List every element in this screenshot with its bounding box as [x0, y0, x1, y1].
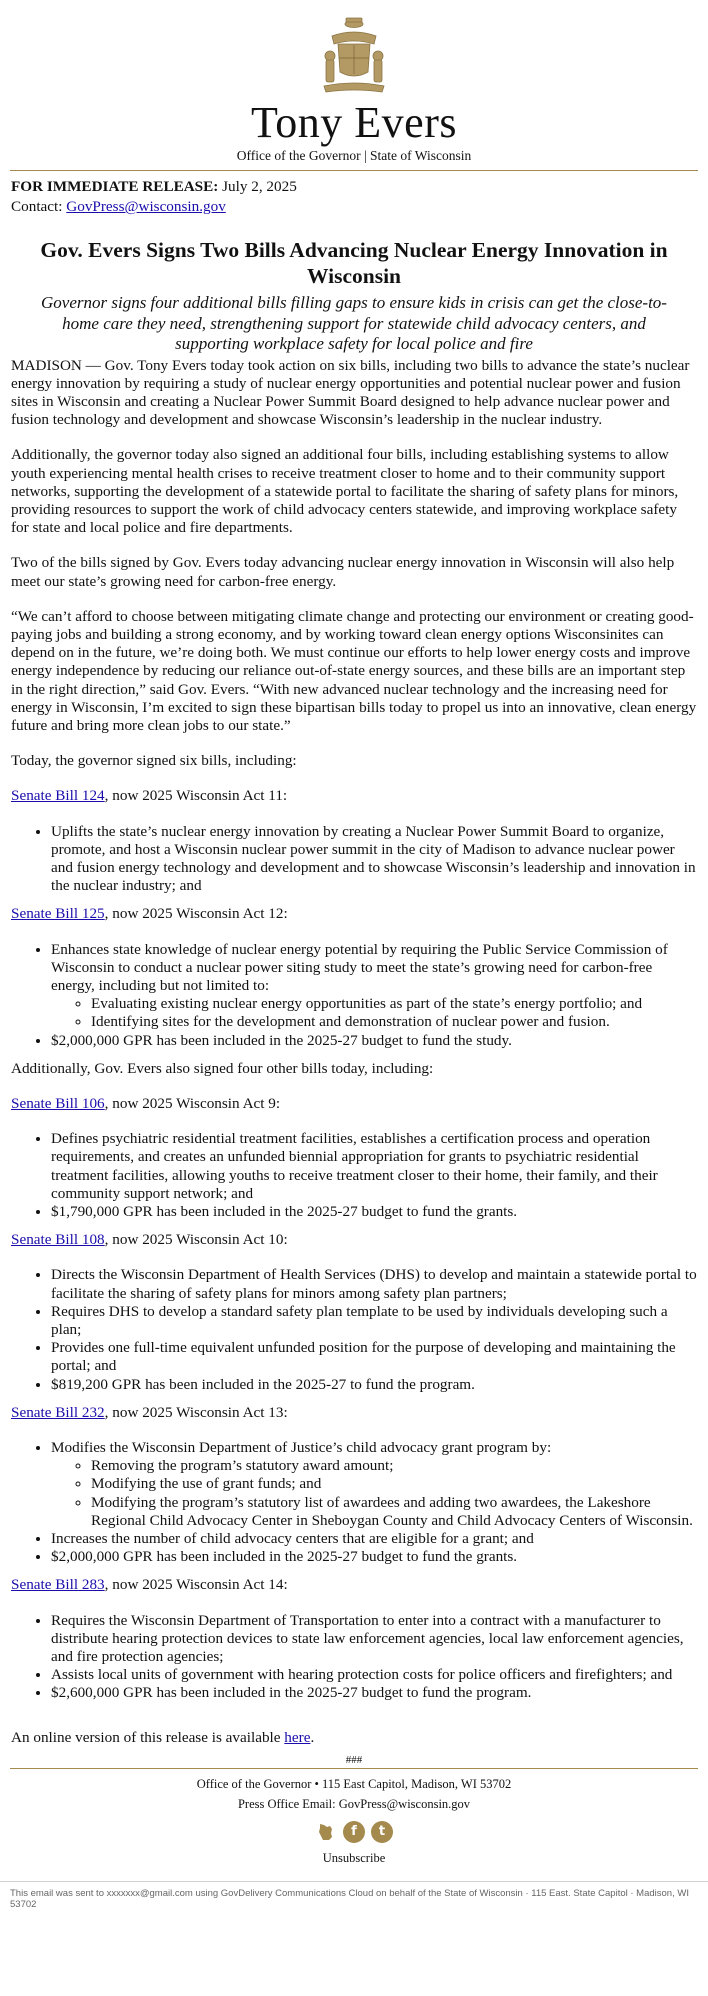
- bill-act-label: , now 2025 Wisconsin Act 9:: [104, 1095, 281, 1112]
- fine-print: This email was sent to xxxxxxx@gmail.com using GovDelivery Communications Cloud on behalf of the State of Wisconsin · 115 East. State Capitol · Madison, WI 53702: [10, 1887, 689, 1910]
- masthead: [0, 0, 708, 171]
- bill-heading-sb108: [11, 1231, 697, 1249]
- contact-line: [11, 197, 697, 217]
- list-item: [51, 1439, 697, 1530]
- list-item: • Assists local units of government with hearing protection costs for police officers and firefighters; and: [51, 1666, 697, 1684]
- paragraph-six-bills: Today, the governor signed six bills, including:: [11, 752, 297, 770]
- release-label: FOR IMMEDIATE RELEASE:: [11, 178, 219, 195]
- bill-list-sb106: [11, 1130, 697, 1221]
- release-body: [0, 177, 708, 1747]
- paragraph-additional-bills: Additionally, the governor today also signed an additional four bills, including establishing systems to allow youth experiencing mental health crises to receive treatment closer to home and to their community support networks, supporting the development of a statewide portal to facilitate the sharing of safety plans for minors, providing resources to support the work of child advocacy centers statewide, and improving workplace safety for state and local police and fire departments.: [11, 446, 679, 537]
- list-item: • $2,000,000 GPR has been included in the 2025-27 budget to fund the study.: [51, 1032, 697, 1050]
- bill-act-label: , now 2025 Wisconsin Act 11:: [104, 787, 288, 805]
- online-version-line: [11, 1729, 697, 1747]
- list-item: • Directs the Wisconsin Department of Health Services (DHS) to develop and maintain a statewide portal to facilitate the sharing of safety plans for minors among safety plan partners;: [51, 1266, 697, 1302]
- list-item: • $819,200 GPR has been included in the 2025-27 to fund the program.: [51, 1376, 697, 1394]
- bill-list-sb232: [11, 1439, 697, 1566]
- list-item: • Uplifts the state’s nuclear energy innovation by creating a Nuclear Power Summit Board to organize, promote, and host a Wisconsin nuclear power summit in the city of Madison to advance nuclear power and fusion energy technology and development and to showcase Wisconsin’s leadership and innovation in the nuclear industry; and: [51, 823, 697, 896]
- senate-bill-124-link[interactable]: Senate Bill 124: [11, 787, 105, 805]
- senate-bill-108-link[interactable]: Senate Bill 108: [11, 1231, 105, 1249]
- sub-list-item: ◦ Modifying the use of grant funds; and: [91, 1475, 697, 1493]
- senate-bill-283-link[interactable]: Senate Bill 283: [11, 1576, 105, 1594]
- list-item: • Requires the Wisconsin Department of Transportation to enter into a contract with a manufacturer to distribute hearing protection devices to state law enforcement agencies, local law enforcement agencies, and fire protection agencies;: [51, 1612, 697, 1667]
- contact-email-link[interactable]: GovPress@wisconsin.gov: [66, 198, 226, 215]
- bill-heading-sb232: [11, 1404, 697, 1422]
- twitter-icon[interactable]: t: [371, 1821, 393, 1843]
- contact-label: Contact:: [11, 198, 63, 215]
- wisconsin-map-icon[interactable]: [315, 1821, 337, 1843]
- sub-list-item: ◦ Identifying sites for the development and demonstration of nuclear power and fusion.: [91, 1013, 697, 1031]
- social-icons: [0, 1821, 708, 1843]
- footer-divider: [10, 1768, 698, 1769]
- footer: [0, 1775, 708, 1867]
- bill-heading-sb106: [11, 1095, 697, 1113]
- list-item: [51, 941, 697, 1032]
- list-item: • Requires DHS to develop a standard safety plan template to be used by individuals developing such a plan;: [51, 1303, 697, 1339]
- sub-list-item: ◦ Evaluating existing nuclear energy opportunities as part of the state’s energy portfolio; and: [91, 995, 697, 1013]
- spacer: [11, 1713, 697, 1729]
- paragraph-carbon-free: Two of the bills signed by Gov. Evers today advancing nuclear energy innovation in Wisconsin will also help meet our state’s growing need for carbon-free energy.: [11, 554, 675, 590]
- list-item-text: Enhances state knowledge of nuclear energy potential by requiring the Public Service Commission of Wisconsin to conduct a nuclear power siting study to meet the state’s growing need for carbon-free energy, including but not limited to:: [51, 940, 668, 994]
- bill-list-sb125: [11, 941, 697, 1050]
- sub-list: [51, 995, 697, 1031]
- list-item: • $2,000,000 GPR has been included in the 2025-27 budget to fund the grants.: [51, 1548, 697, 1566]
- bill-act-label: , now 2025 Wisconsin Act 14:: [104, 1576, 288, 1594]
- bill-list-sb283: [11, 1612, 697, 1703]
- headline: Gov. Evers Signs Two Bills Advancing Nuclear Energy Innovation in Wisconsin: [40, 238, 668, 288]
- paragraph-intro: MADISON — Gov. Tony Evers today took action on six bills, including two bills to advance the state’s nuclear energy innovation by requiring a study of nuclear energy opportunities and potential nuclear power and fusion sites in Wisconsin and creating a Nuclear Power Summit Board designed to help advance nuclear power and fusion technology and development and showcase Wisconsin’s leadership in the nuclear industry.: [11, 356, 690, 429]
- online-version-text: An online version of this release is available: [11, 1728, 285, 1746]
- senate-bill-232-link[interactable]: Senate Bill 232: [11, 1403, 105, 1421]
- sub-list: [51, 1457, 697, 1530]
- fine-print-divider: [0, 1881, 708, 1882]
- unsubscribe-link[interactable]: Unsubscribe: [322, 1850, 386, 1865]
- wisconsin-seal-icon: [316, 14, 392, 98]
- subheadline: Governor signs four additional bills filling gaps to ensure kids in crisis can get the close-to-home care they need, strengthening support for statewide child advocacy centers, and supporting workplace safety for local police and fire: [41, 293, 667, 353]
- paragraph-four-bills: Additionally, Gov. Evers also signed four other bills today, including:: [11, 1059, 434, 1077]
- bill-list-sb124: [11, 823, 697, 896]
- list-item: • $1,790,000 GPR has been included in the 2025-27 budget to fund the grants.: [51, 1203, 697, 1221]
- bill-list-sb108: [11, 1266, 697, 1393]
- bill-heading-sb125: [11, 905, 697, 923]
- sub-list-item: ◦ Removing the program’s statutory award amount;: [91, 1457, 697, 1475]
- list-item: • Provides one full-time equivalent unfunded position for the purpose of developing and maintaining the portal; and: [51, 1339, 697, 1375]
- online-version-period: .: [310, 1728, 315, 1746]
- senate-bill-125-link[interactable]: Senate Bill 125: [11, 905, 105, 923]
- bill-heading-sb124: [11, 787, 697, 805]
- governor-name: Tony Evers: [251, 98, 457, 147]
- bill-heading-sb283: [11, 1576, 697, 1594]
- footer-press-email: Press Office Email: GovPress@wisconsin.gov: [237, 1796, 471, 1811]
- footer-address: Office of the Governor • 115 East Capitol, Madison, WI 53702: [196, 1776, 512, 1791]
- office-subtitle: Office of the Governor | State of Wisconsin: [236, 148, 472, 163]
- governor-quote: “We can’t afford to choose between mitigating climate change and protecting our environment or creating good-paying jobs and building a strong economy, and by working toward clean energy options Wisconsinites can depend on in the future, we’re doing both. We must continue our efforts to help lower energy costs and improve energy independence by reducing our reliance out-of-state energy sources, and these bills are an important step in the right direction,” said Gov. Evers. “With new advanced nuclear technology and the increasing need for energy in Wisconsin, I’m excited to sign these bipartisan bills today to propel us into an innovative, clean energy future and bring more clean jobs to our state.”: [11, 607, 697, 734]
- bill-act-label: , now 2025 Wisconsin Act 10:: [104, 1231, 288, 1249]
- end-marker: ###: [345, 1753, 363, 1766]
- list-item-text: Modifies the Wisconsin Department of Justice’s child advocacy grant program by:: [51, 1439, 552, 1457]
- release-date-line: [11, 177, 697, 197]
- header-divider: [10, 170, 698, 171]
- bill-act-label: , now 2025 Wisconsin Act 12:: [104, 905, 288, 923]
- facebook-icon[interactable]: f: [343, 1821, 365, 1843]
- list-item: • Defines psychiatric residential treatment facilities, establishes a certification process and operation requirements, and creates an unfunded biennial appropriation for grants to psychiatric residential treatment facilities, allowing youths to receive treatment closer to their home, their family, and their community support network; and: [51, 1130, 697, 1203]
- bill-act-label: , now 2025 Wisconsin Act 13:: [104, 1403, 288, 1421]
- senate-bill-106-link[interactable]: Senate Bill 106: [11, 1095, 105, 1112]
- release-date: July 2, 2025: [222, 178, 297, 195]
- release-meta: [11, 177, 697, 217]
- list-item: • Increases the number of child advocacy centers that are eligible for a grant; and: [51, 1530, 697, 1548]
- sub-list-item: ◦ Modifying the program’s statutory list of awardees and adding two awardees, the Lakeshore Regional Child Advocacy Center in Sheboygan County and Child Advocacy Centers of Wisconsin.: [91, 1494, 697, 1530]
- online-version-link[interactable]: here: [284, 1728, 311, 1746]
- list-item: • $2,600,000 GPR has been included in the 2025-27 budget to fund the program.: [51, 1684, 697, 1702]
